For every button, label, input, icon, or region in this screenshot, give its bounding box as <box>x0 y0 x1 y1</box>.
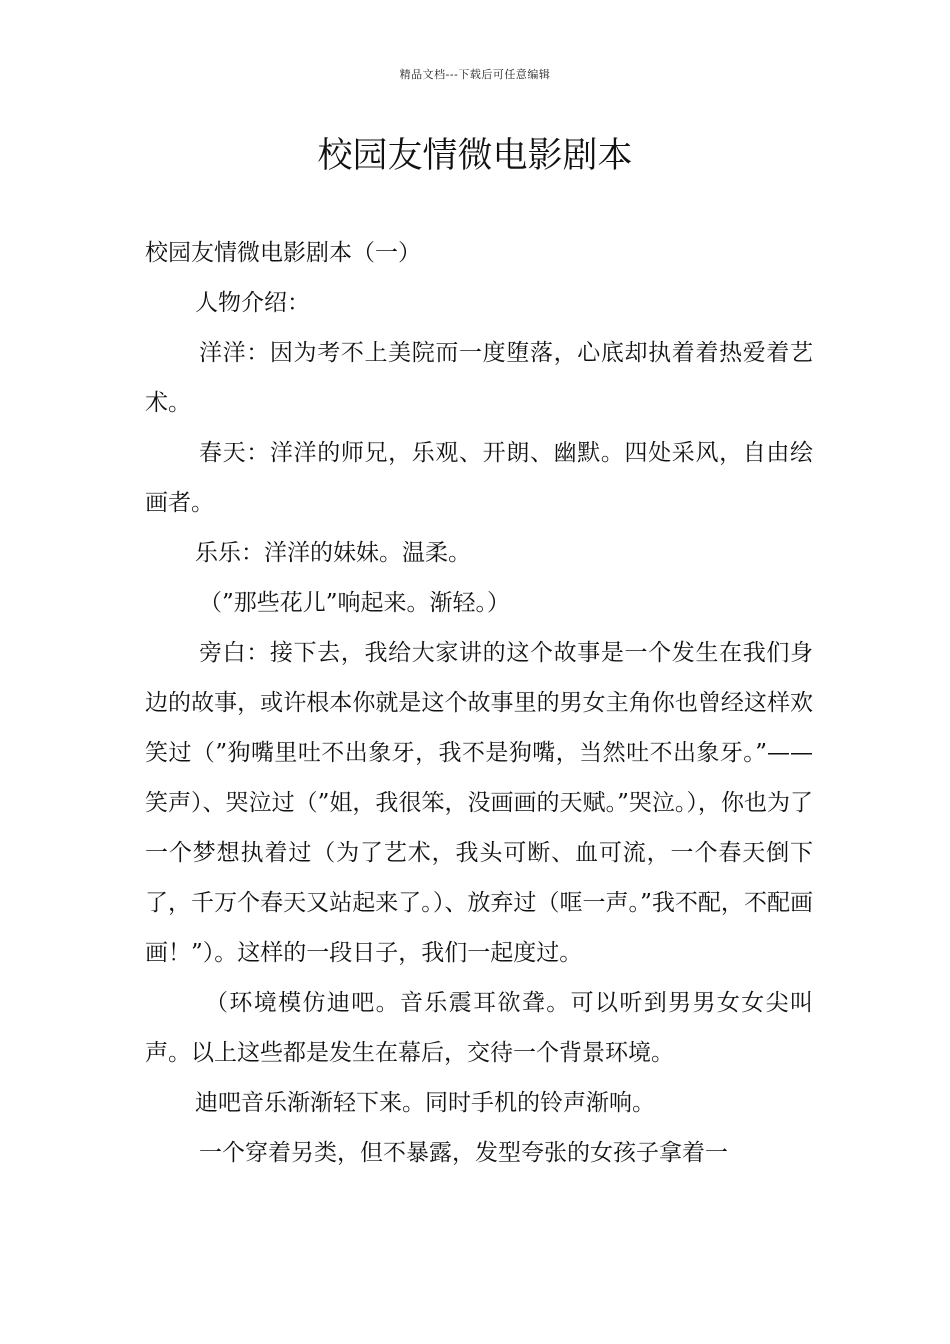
paragraph-stage-direction-phone: 迪吧音乐渐渐轻下来。同时手机的铃声渐响。 <box>195 1090 655 1116</box>
document-body <box>145 228 813 1178</box>
paragraph-narration: 旁白：接下去，我给大家讲的这个故事是一个发生在我们身边的故事，或许根本你就是这个故事里的男女主角你也曾经这样欢笑过（”狗嘴里吐不出象牙，我不是狗嘴，当然吐不出象牙。”——笑声）、哭泣过（”姐，我很笨，没画画的天赋。”哭泣。），你也为了一个梦想执着过（为了艺术，我头可断、血可流，一个春天倒下了，千万个春天又站起来了。）、放弃过（哐一声。”我不配，不配画画！”）。这样的一段日子，我们一起度过。 <box>145 640 813 966</box>
section-heading: 校园友情微电影剧本（一） <box>145 240 421 266</box>
paragraph-characters-intro: 人物介绍： <box>195 290 310 316</box>
document-title: 校园友情微电影剧本 <box>317 136 633 176</box>
paragraph-character-yangyang: 洋洋：因为考不上美院而一度堕落，心底却执着着热爱着艺术。 <box>145 340 813 416</box>
paragraph-character-chuntian: 春天：洋洋的师兄，乐观、开朗、幽默。四处采风，自由绘画者。 <box>145 440 813 516</box>
paragraph-character-lele: 乐乐：洋洋的妹妹。温柔。 <box>195 540 471 566</box>
paragraph-stage-direction-disco: （环境模仿迪吧。音乐震耳欲聋。可以听到男男女女尖叫声。以上这些都是发生在幕后，交待一个背景环境。 <box>145 990 813 1066</box>
paragraph-stage-direction-music: （”那些花儿”响起来。渐轻。） <box>199 590 511 616</box>
header-note: 精品文档---下载后可任意编辑 <box>399 68 551 81</box>
paragraph-girl-entrance: 一个穿着另类，但不暴露，发型夸张的女孩子拿着一 <box>199 1140 728 1166</box>
